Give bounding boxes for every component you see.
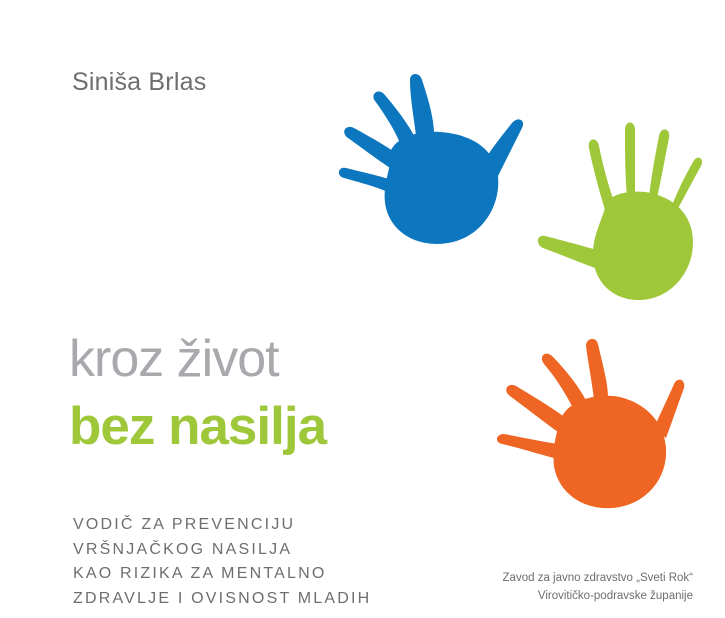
title-line-1: kroz život: [69, 330, 279, 388]
green-handprint-icon: [535, 118, 715, 308]
title-line-2: bez nasilja: [69, 397, 327, 456]
subtitle-line: ZDRAVLJE I OVISNOST MLADIH: [73, 589, 372, 607]
subtitle-line: VODIČ ZA PREVENCIJU: [73, 516, 296, 533]
publisher-line: Zavod za javno zdravstvo „Sveti Rok“: [502, 572, 693, 584]
publisher-block: [503, 569, 693, 605]
orange-handprint-icon: [488, 330, 698, 520]
subtitle-block: [73, 513, 371, 611]
publisher-line: Virovitičko-podravske županije: [537, 590, 693, 602]
subtitle-line: VRŠNJAČKOG NASILJA: [73, 540, 293, 558]
blue-handprint-icon: [330, 68, 530, 258]
subtitle-line: KAO RIZIKA ZA MENTALNO: [73, 565, 327, 582]
author-name: Siniša Brlas: [72, 68, 207, 96]
